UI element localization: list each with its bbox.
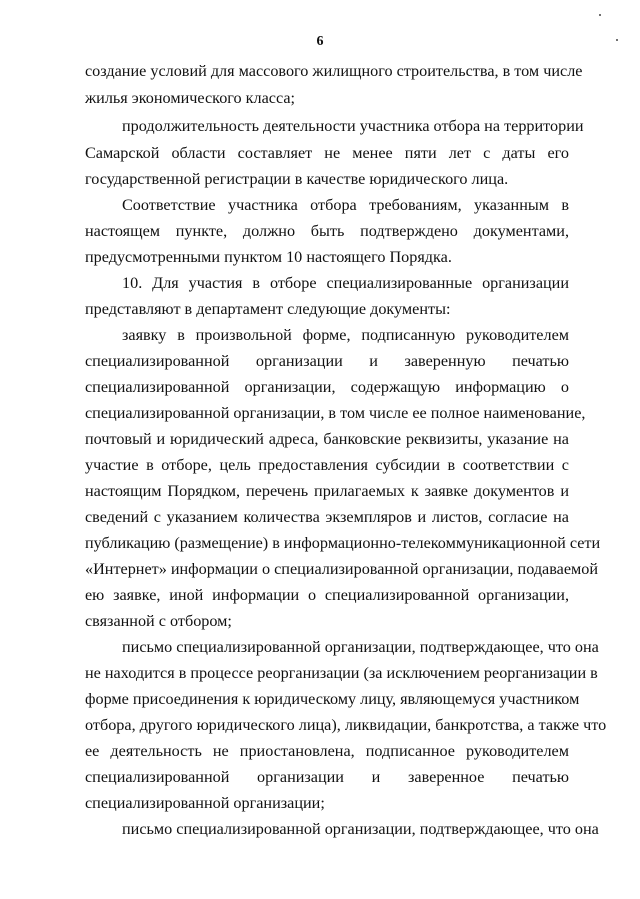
text-line: письмо специализированной организации, подтверждающее, что она [122, 820, 599, 838]
text-line: специализированной организации, содержащую информацию о [85, 378, 569, 396]
text-line: почтовый и юридический адреса, банковские реквизиты, указание на [85, 430, 569, 448]
text-line: Соответствие участника отбора требованиям, указанным в [122, 196, 569, 214]
text-line: заявку в произвольной форме, подписанную руководителем [122, 326, 569, 344]
text-line: продолжительность деятельности участника отбора на территории [122, 117, 584, 135]
scan-speck [599, 14, 601, 16]
text-line: жилья экономического класса; [85, 89, 296, 107]
text-line: представляют в департамент следующие документы: [85, 300, 451, 318]
text-line: ее деятельность не приостановлена, подписанное руководителем [85, 742, 569, 760]
text-line: письмо специализированной организации, подтверждающее, что она [122, 638, 599, 656]
text-line: не находится в процессе реорганизации (за исключением реорганизации в [85, 664, 598, 682]
text-line: специализированной организации и заверенное печатью [85, 768, 569, 786]
text-line: настоящим Порядком, перечень прилагаемых к заявке документов и [85, 482, 569, 500]
text-line: государственной регистрации в качестве юридического лица. [85, 170, 509, 188]
text-line: «Интернет» информации о специализированной организации, подаваемой [85, 560, 599, 578]
text-line: ею заявке, иной информации о специализированной организации, [85, 586, 569, 604]
text-line: специализированной организации, в том числе ее полное наименование, [85, 404, 586, 422]
text-line: участие в отборе, цель предоставления субсидии в соответствии с [85, 456, 569, 474]
text-line: форме присоединения к юридическому лицу, являющемуся участником [85, 690, 580, 708]
text-line: настоящем пункте, должно быть подтверждено документами, [85, 222, 569, 240]
text-line: Самарской области составляет не менее пяти лет с даты его [85, 144, 569, 162]
text-line: предусмотренными пунктом 10 настоящего Порядка. [85, 248, 452, 266]
text-line: публикацию (размещение) в информационно-телекоммуникационной сети [85, 534, 601, 552]
page-number: 6 [316, 34, 324, 49]
text-line: отбора, другого юридического лица), ликвидации, банкротства, а также что [85, 716, 607, 734]
text-line: создание условий для массового жилищного строительства, в том числе [85, 62, 583, 80]
text-line: связанной с отбором; [85, 612, 232, 630]
text-line: 10. Для участия в отборе специализированные организации [122, 274, 569, 292]
text-line: сведений с указанием количества экземпляров и листов, согласие на [85, 508, 569, 526]
text-line: специализированной организации и заверенную печатью [85, 352, 569, 370]
text-line: специализированной организации; [85, 794, 325, 812]
